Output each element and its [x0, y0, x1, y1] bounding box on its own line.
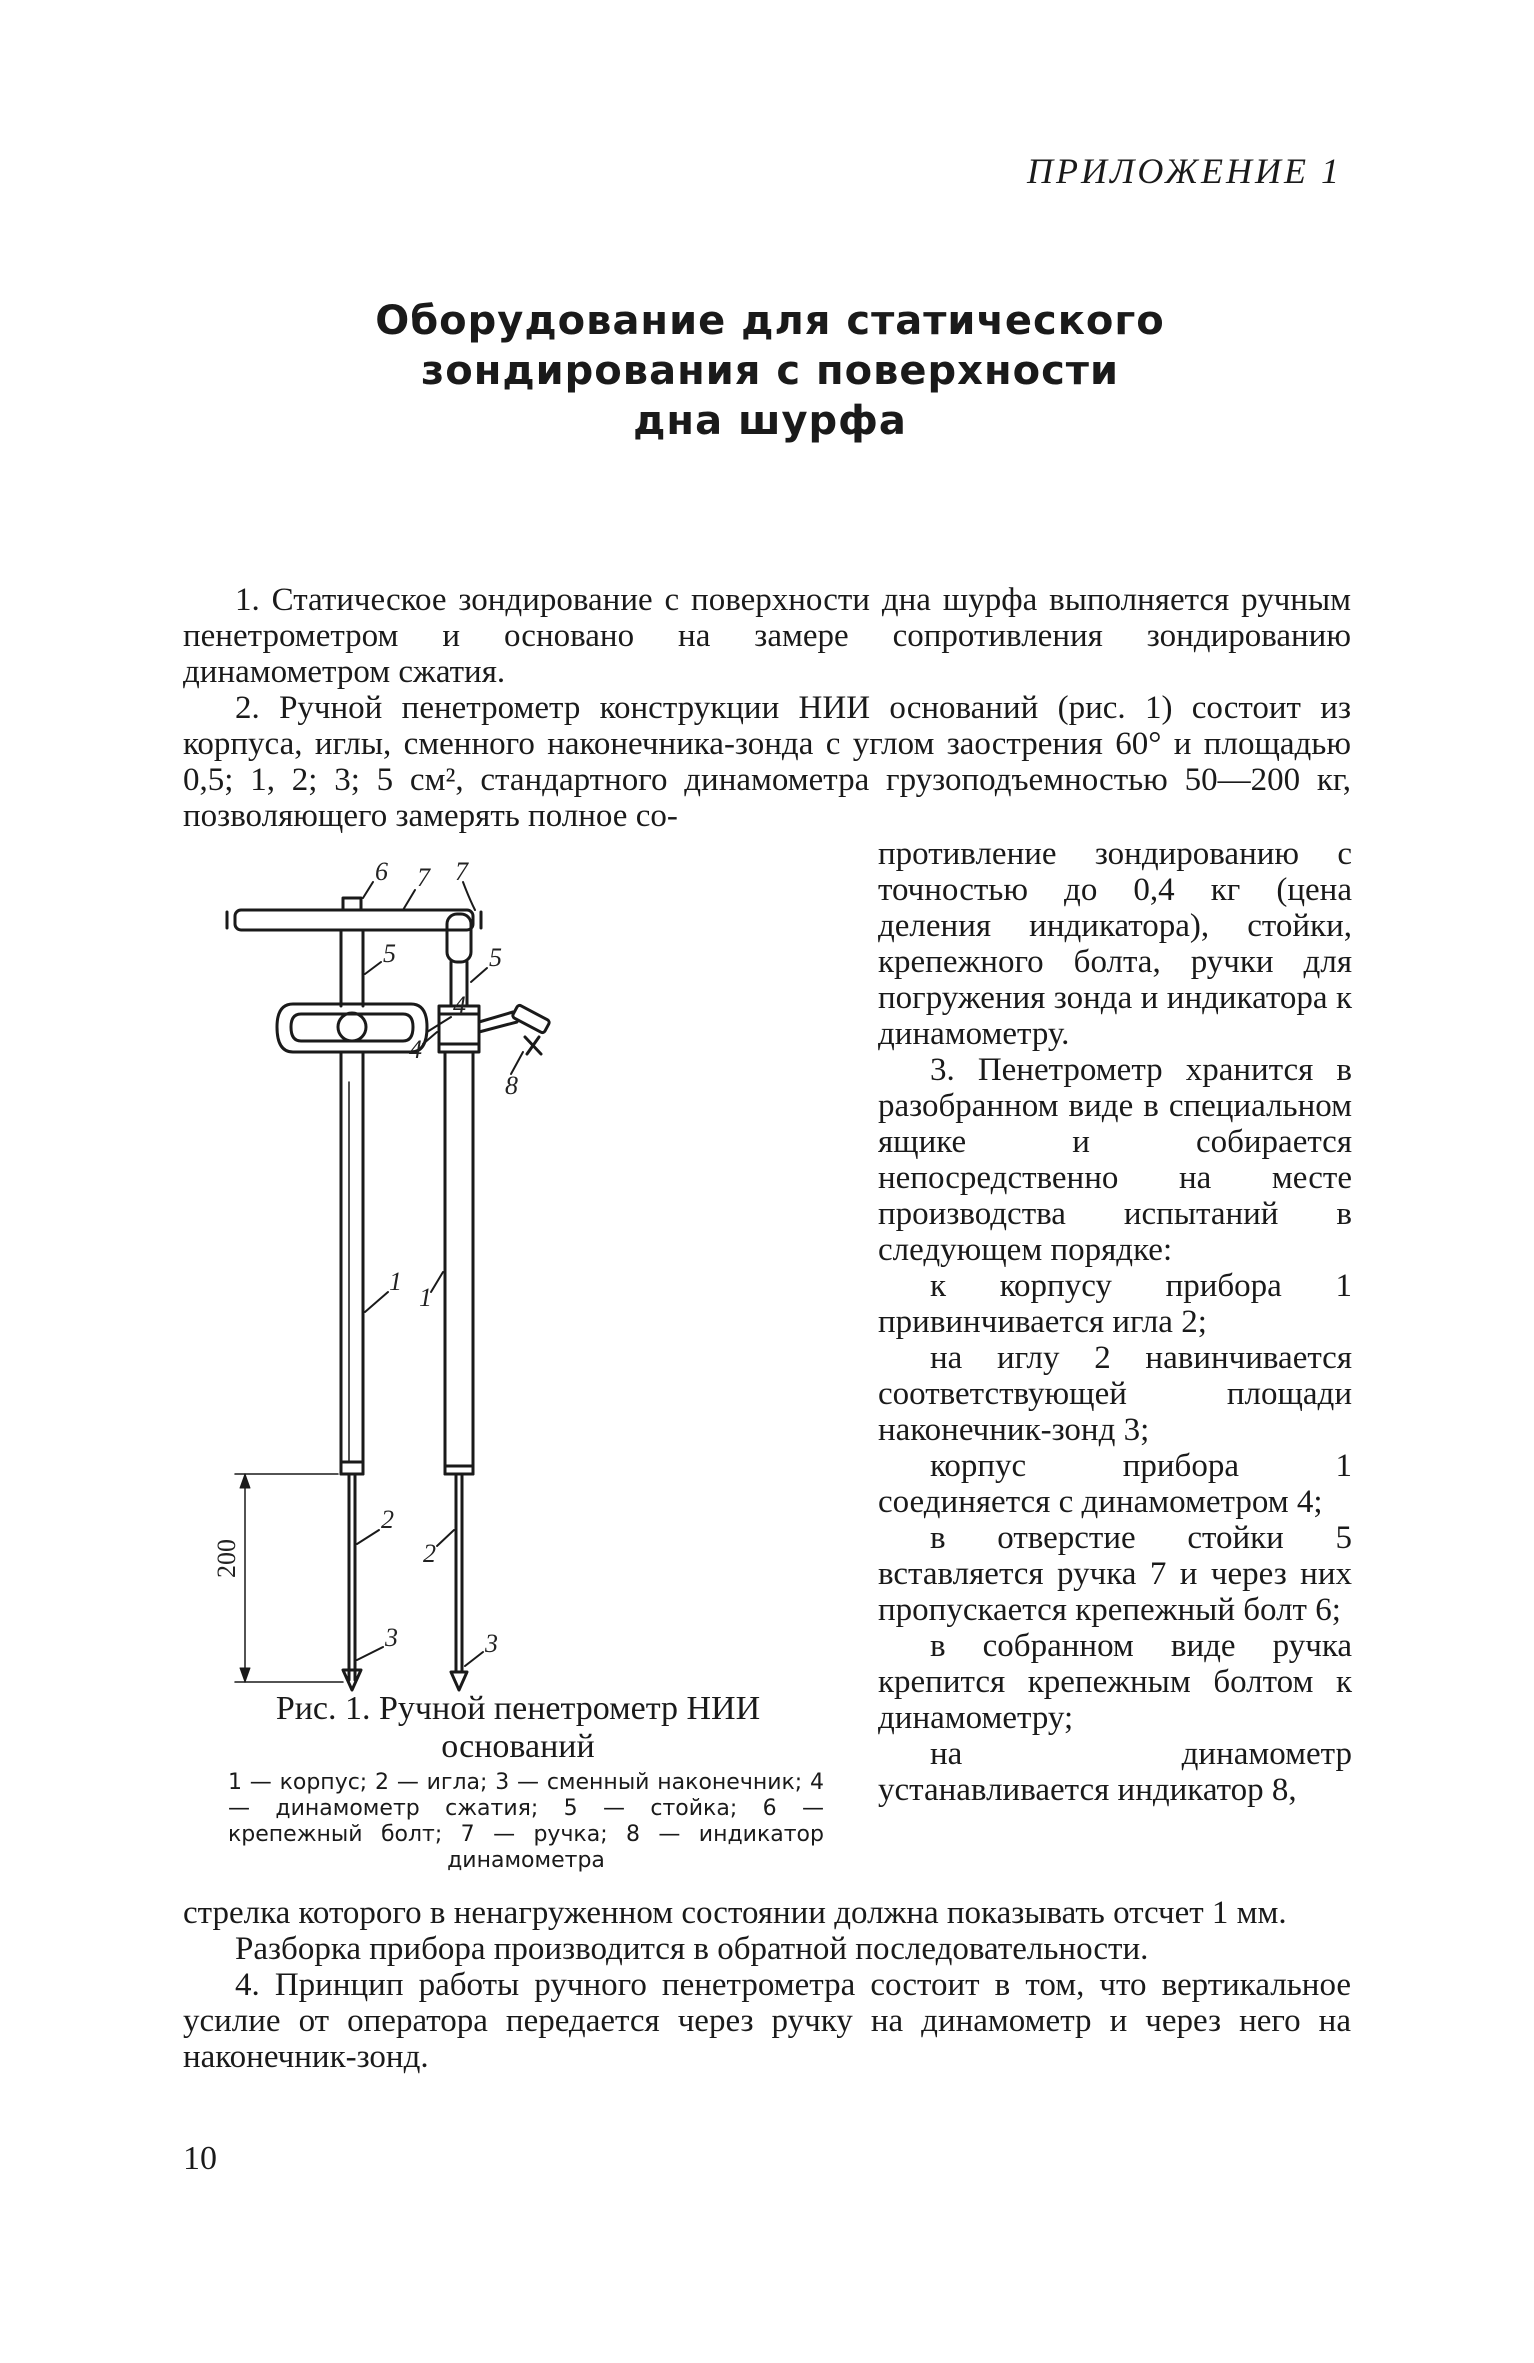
label-7-right: 7	[455, 862, 468, 886]
closing-paragraphs	[183, 1895, 1351, 2075]
side-view-drawing	[423, 882, 550, 1690]
label-6: 6	[375, 862, 388, 886]
label-8: 8	[505, 1071, 518, 1100]
dimension-label: 200	[212, 1539, 241, 1578]
caption-line-2: оснований	[441, 1728, 595, 1765]
title-line-1: Оборудование для статического	[375, 298, 1165, 344]
label-3-left: 3	[385, 1623, 398, 1652]
paragraph-3: 3. Пенетрометр хранится в разобранном виде в специальном ящике и собирается непосредственно на месте производства испытаний в следующем порядке:	[878, 1052, 1352, 1268]
label-5-right: 5	[489, 943, 502, 972]
label-1-right: 1	[419, 1283, 432, 1312]
label-2-left: 2	[381, 1505, 394, 1534]
assembly-step-4: в отверстие стойки 5 вставляется ручка 7 и через них пропускается крепежный болт 6;	[878, 1520, 1352, 1628]
assembly-step-5: в собранном виде ручка крепится крепежным болтом к динамометру;	[878, 1628, 1352, 1736]
penetrometer-figure	[183, 862, 853, 1692]
right-column	[878, 836, 1352, 1808]
intro-paragraphs	[183, 582, 1351, 834]
label-7-left: 7	[417, 863, 430, 892]
title-line-2: зондирования с поверхности	[420, 348, 1120, 394]
caption-line-1: Рис. 1. Ручной пенетрометр НИИ	[275, 1690, 761, 1727]
label-2-right: 2	[423, 1539, 436, 1568]
appendix-heading: ПРИЛОЖЕНИЕ 1	[1027, 151, 1342, 191]
label-1-left: 1	[389, 1267, 402, 1296]
assembly-step-1: к корпусу прибора 1 привинчивается игла 2;	[878, 1268, 1352, 1340]
label-4-left: 4	[453, 991, 466, 1020]
figure-caption	[183, 1690, 853, 1766]
assembly-step-6: на динамометр устанавливается индикатор 8,	[878, 1736, 1352, 1808]
paragraph-2-continued: противление зондированию с точностью до 0,4 кг (цена деления индикатора), стойки, крепежного болта, ручки для погружения зонда и индикатора к динамометру.	[878, 836, 1352, 1052]
label-5-left: 5	[383, 939, 396, 968]
disassembly-note: Разборка прибора производится в обратной последовательности.	[235, 1931, 1149, 1967]
page-number: 10	[183, 2140, 217, 2177]
assembly-step-3: корпус прибора 1 соединяется с динамометром 4;	[878, 1448, 1352, 1520]
paragraph-4: 4. Принцип работы ручного пенетрометра состоит в том, что вертикальное усилие от оператора передается через ручку на динамометр и через него на наконечник-зонд.	[183, 1967, 1351, 2075]
label-4-right: 4	[409, 1035, 422, 1064]
paragraph-1: 1. Статическое зондирование с поверхности дна шурфа выполняется ручным пенетрометром и основано на замере сопротивления зондированию динамометром сжатия.	[183, 582, 1351, 690]
assembly-step-6-end: стрелка которого в ненагруженном состоянии должна показывать отсчет 1 мм.	[183, 1895, 1287, 1931]
title-line-3: дна шурфа	[633, 398, 907, 444]
document-title	[300, 296, 1240, 446]
front-view-drawing	[227, 882, 481, 1690]
assembly-step-2: на иглу 2 навинчивается соответствующей площади наконечник-зонд 3;	[878, 1340, 1352, 1448]
figure-legend: 1 — корпус; 2 — игла; 3 — сменный наконечник; 4 — динамометр сжатия; 5 — стойка; 6 — крепежный болт; 7 — ручка; 8 — индикатор динамометра	[228, 1770, 824, 1873]
label-3-right: 3	[485, 1629, 498, 1658]
paragraph-2: 2. Ручной пенетрометр конструкции НИИ оснований (рис. 1) состоит из корпуса, иглы, сменного наконечника-зонда с углом заострения 60° и площадью 0,5; 1, 2; 3; 5 см², стандартного динамометра грузоподъемностью 50—200 кг, позволяющего замерять полное со-	[183, 690, 1351, 834]
